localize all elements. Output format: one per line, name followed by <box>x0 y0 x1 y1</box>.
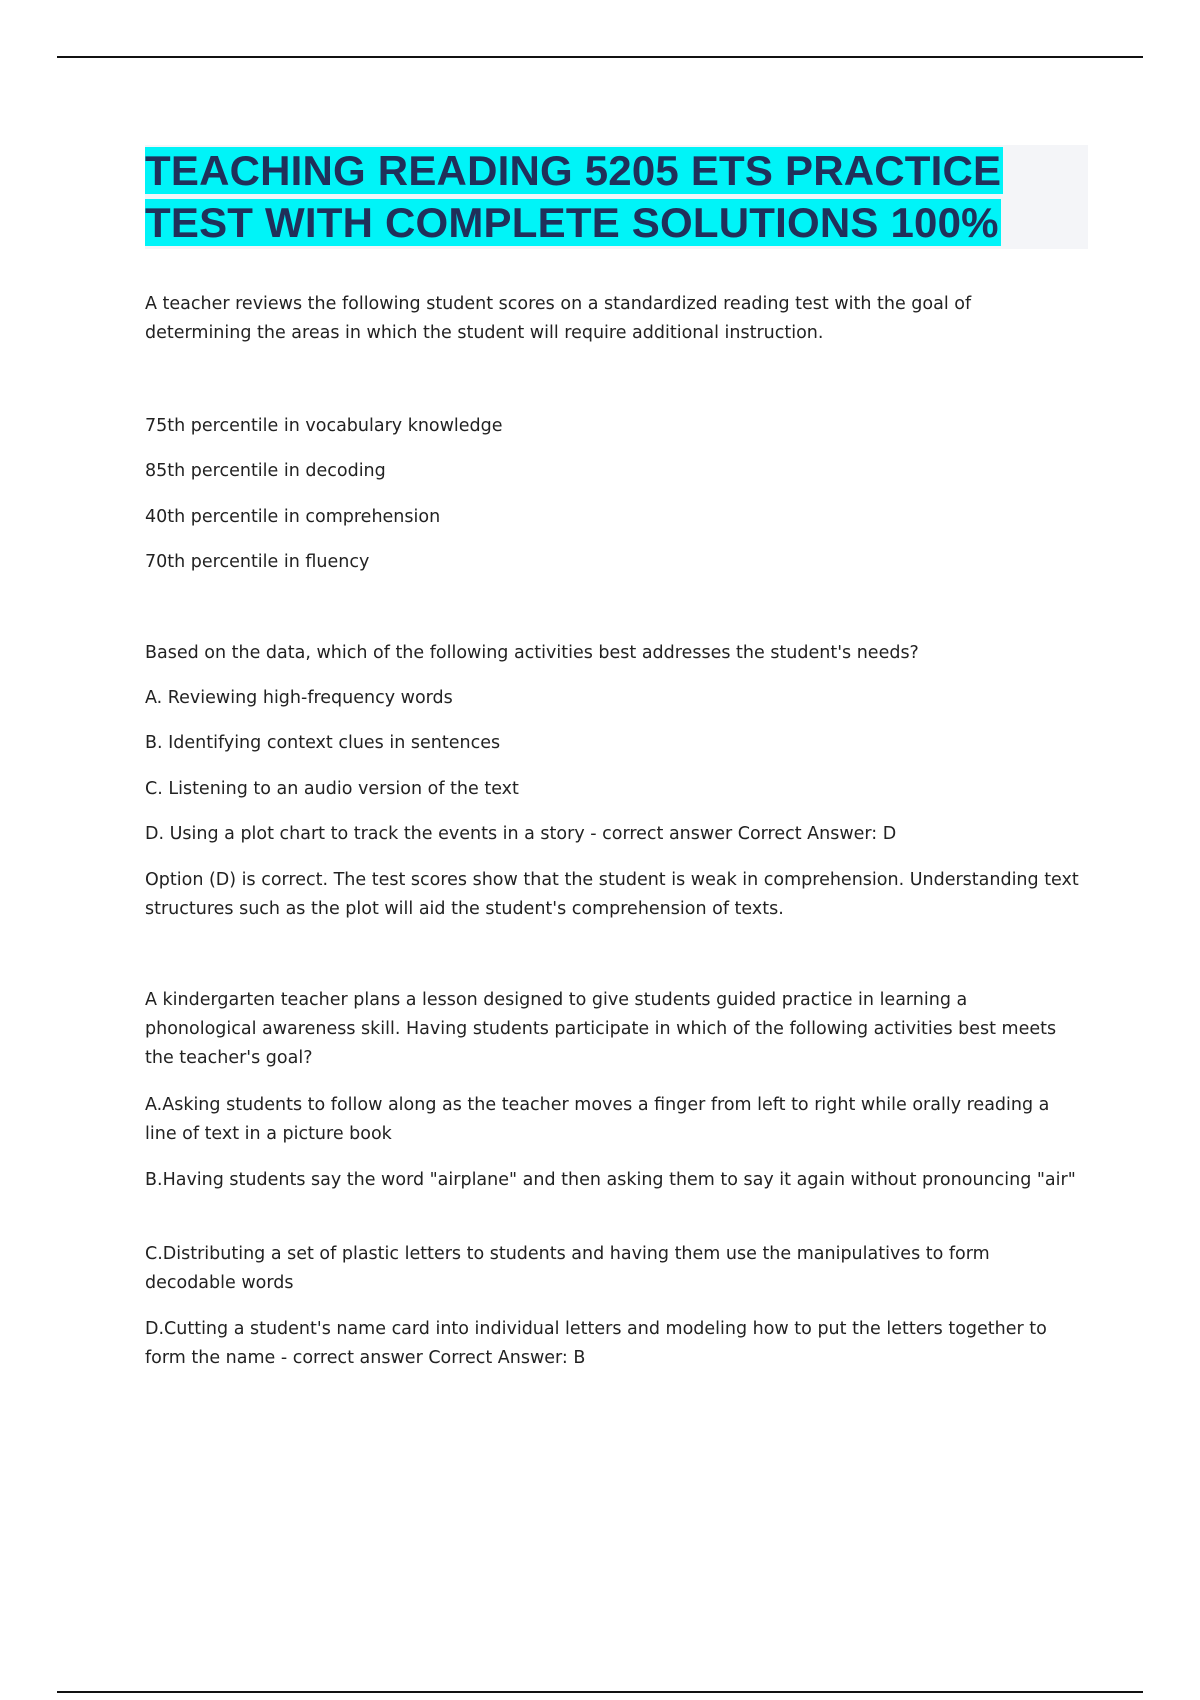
score-item: 70th percentile in fluency <box>145 552 370 572</box>
q1-option-b: B. Identifying context clues in sentences <box>145 733 501 753</box>
score-item: 75th percentile in vocabulary knowledge <box>145 416 503 436</box>
score-item: 40th percentile in comprehension <box>145 507 441 527</box>
q1-option-d: D. Using a plot chart to track the events in a story - correct answer Correct Answer: D <box>145 824 897 844</box>
document-title-line-2: TEST WITH COMPLETE SOLUTIONS 100% <box>145 199 999 246</box>
q2-prompt: A kindergarten teacher plans a lesson designed to give students guided practice in learning a phonological awareness skill. Having students participate in which of the following activities best meets the teacher's goal? <box>145 990 1057 1068</box>
header-rule <box>57 56 1143 58</box>
q2-option-b: B.Having students say the word "airplane" and then asking them to say it again without pronouncing "air" <box>145 1170 1076 1190</box>
q1-prompt: Based on the data, which of the following activities best addresses the student's needs? <box>145 643 919 663</box>
footer-rule <box>57 1691 1143 1693</box>
score-item: 85th percentile in decoding <box>145 461 386 481</box>
q2-option-c: C.Distributing a set of plastic letters to students and having them use the manipulatives to form decodable words <box>145 1244 990 1293</box>
q2-option-a: A.Asking students to follow along as the teacher moves a finger from left to right while orally reading a line of text in a picture book <box>145 1095 1050 1144</box>
q2-option-d: D.Cutting a student's name card into individual letters and modeling how to put the letters together to form the name - correct answer Correct Answer: B <box>145 1319 1047 1368</box>
document-title-line-1: TEACHING READING 5205 ETS PRACTICE <box>145 147 1002 194</box>
q1-intro: A teacher reviews the following student scores on a standardized reading test with the goal of determining the areas in which the student will require additional instruction. <box>145 294 972 343</box>
q1-explanation: Option (D) is correct. The test scores show that the student is weak in comprehension. Understanding text structures such as the plot will aid the student's comprehension of texts. <box>145 870 1079 919</box>
q1-option-a: A. Reviewing high-frequency words <box>145 688 453 708</box>
q1-option-c: C. Listening to an audio version of the text <box>145 779 519 799</box>
